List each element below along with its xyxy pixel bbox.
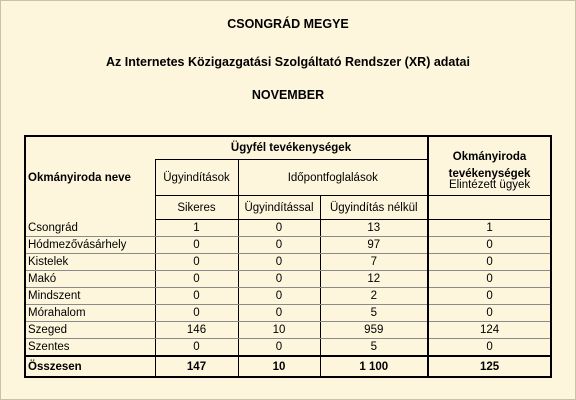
success-value: 0 bbox=[155, 271, 238, 288]
total-without-start: 1 100 bbox=[320, 356, 428, 377]
success-value: 1 bbox=[155, 220, 238, 237]
without-start-value: 13 bbox=[320, 220, 428, 237]
without-start-value: 5 bbox=[320, 305, 428, 322]
success-value: 0 bbox=[155, 288, 238, 305]
without-start-header: Ügyindítás nélkül bbox=[320, 196, 428, 220]
processed-value: 0 bbox=[428, 271, 551, 288]
office-name: Mórahalom bbox=[25, 305, 155, 322]
processed-value: 0 bbox=[428, 305, 551, 322]
total-with-start: 10 bbox=[238, 356, 320, 377]
table-row bbox=[25, 271, 551, 288]
office-name: Szentes bbox=[25, 339, 155, 357]
without-start-value: 97 bbox=[320, 237, 428, 254]
table-row bbox=[25, 288, 551, 305]
table-row bbox=[25, 254, 551, 271]
success-value: 0 bbox=[155, 237, 238, 254]
processed-value: 124 bbox=[428, 322, 551, 339]
office-name: Mindszent bbox=[25, 288, 155, 305]
table-row bbox=[25, 220, 551, 237]
processed-value: 0 bbox=[428, 237, 551, 254]
without-start-value: 2 bbox=[320, 288, 428, 305]
total-label: Összesen bbox=[25, 356, 155, 377]
success-value: 0 bbox=[155, 254, 238, 271]
office-name: Szeged bbox=[25, 322, 155, 339]
with-start-value: 0 bbox=[238, 305, 320, 322]
processed-value: 1 bbox=[428, 220, 551, 237]
table-body bbox=[25, 220, 551, 378]
with-start-value: 0 bbox=[238, 288, 320, 305]
office-name: Makó bbox=[25, 271, 155, 288]
appointments-header: Időpontfoglalások bbox=[238, 160, 428, 196]
county-title: CSONGRÁD MEGYE bbox=[227, 17, 349, 31]
with-start-value: 0 bbox=[238, 271, 320, 288]
total-processed: 125 bbox=[428, 356, 551, 377]
with-start-value: 10 bbox=[238, 322, 320, 339]
without-start-value: 959 bbox=[320, 322, 428, 339]
without-start-value: 12 bbox=[320, 271, 428, 288]
processed-value: 0 bbox=[428, 339, 551, 357]
success-header: Sikeres bbox=[155, 196, 238, 220]
table-row bbox=[25, 237, 551, 254]
case-start-header: Ügyindítások bbox=[155, 160, 238, 196]
processed-value: 0 bbox=[428, 288, 551, 305]
table-row bbox=[25, 305, 551, 322]
processed-value: 0 bbox=[428, 254, 551, 271]
success-value: 146 bbox=[155, 322, 238, 339]
with-start-value: 0 bbox=[238, 237, 320, 254]
month-title: NOVEMBER bbox=[251, 88, 325, 102]
total-success: 147 bbox=[155, 356, 238, 377]
with-start-header: Ügyindítással bbox=[238, 196, 320, 220]
office-activities-line1: Okmányiroda bbox=[452, 151, 527, 163]
with-start-value: 0 bbox=[238, 339, 320, 357]
report-subtitle: Az Internetes Közigazgatási Szolgáltató Rendszer (XR) adatai bbox=[106, 55, 470, 69]
without-start-value: 5 bbox=[320, 339, 428, 357]
with-start-value: 0 bbox=[238, 254, 320, 271]
office-name: Hódmezővásárhely bbox=[25, 237, 155, 254]
processed-cases-header: Elintézett ügyek bbox=[428, 178, 551, 202]
with-start-value: 0 bbox=[238, 220, 320, 237]
office-activities-line2: tevékenységek bbox=[448, 168, 531, 180]
office-name: Kistelek bbox=[25, 254, 155, 271]
table-row bbox=[25, 322, 551, 339]
office-name-header: Okmányiroda neve bbox=[28, 172, 131, 185]
total-row bbox=[25, 356, 551, 377]
success-value: 0 bbox=[155, 305, 238, 322]
table-row bbox=[25, 339, 551, 357]
statistics-table bbox=[24, 135, 552, 378]
success-value: 0 bbox=[155, 339, 238, 357]
client-activities-header: Ügyfél tevékenységek bbox=[230, 142, 352, 154]
office-name: Csongrád bbox=[25, 220, 155, 237]
without-start-value: 7 bbox=[320, 254, 428, 271]
